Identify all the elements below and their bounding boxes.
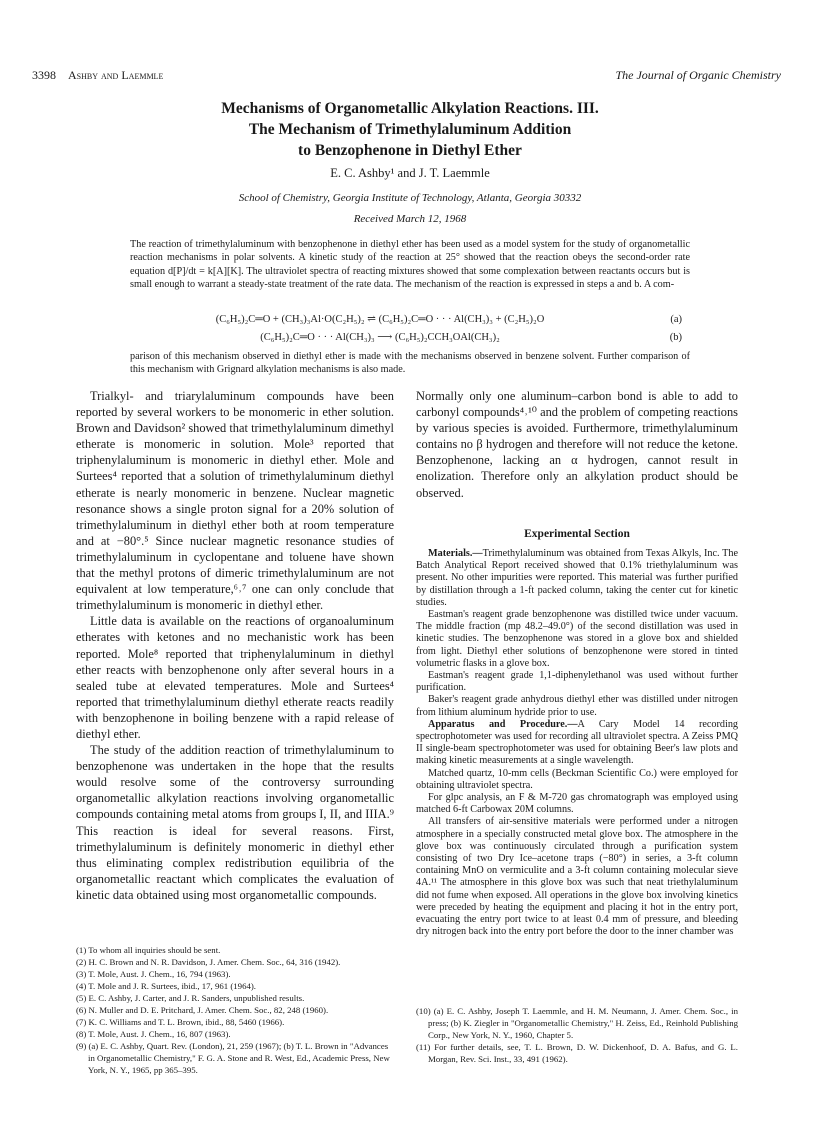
body-paragraph: Normally only one aluminum–carbon bond is able to add to carbonyl compounds⁴˒¹⁰ and the problem of competing reactions by various species is avoided. Furthermore, trimethylaluminum contains no β hydrogen and therefore will not reduce the ketone. Benzophenone, lacking an α hydrogen, cannot result in enolization. Therefore only an alkylation product should be observed. [416,389,738,500]
equation-b [130,329,690,347]
footnote: (5) E. C. Ashby, J. Carter, and J. R. Sanders, unpublished results. [76,993,305,1003]
exp-paragraph [416,694,738,718]
footnote: (6) N. Muller and D. E. Pritchard, J. Amer. Chem. Soc., 82, 248 (1960). [76,1005,329,1015]
footnote: (10) (a) E. C. Ashby, Joseph T. Laemmle, and H. M. Neumann, J. Amer. Chem. Soc., in press; (b) K. Ziegler in "Organometallic Chemistry," H. Zeiss, Ed., Reinhold Publishing Corp., New York, N. Y., 1960, Chapter 5. [416,1006,738,1040]
exp-paragraph [416,719,738,768]
affiliation: School of Chemistry, Georgia Institute of Technology, Atlanta, Georgia 30332 [238,192,582,204]
experimental-section [416,548,738,939]
exp-text: All transfers of air-sensitive materials were performed under a nitrogen atmosphere in a specially constructed metal glove box. The atmosphere in the glove box was continuously circulated through a purification system consisting of two Dry Ice–acetone traps (−80°) in series, a 3-ft column containing MnO on vermiculite and a 3-ft column containing molecular sieve 4A.¹¹ The atmosphere in this glove box was such that neat triethylaluminum did not fume when exposed. All operations in the glove box involving kinetics were preceded by heating the equipment and placing it hot in the entry port, evacuating the entry port twice to at least 0.4 mm of pressure, and bleeding dry nitrogen back into the entry port before the door to the inner chamber was [416,816,738,938]
equation-tag: (b) [669,332,682,343]
abstract-continued [130,350,690,377]
title-line: The Mechanism of Trimethylaluminum Addition [248,121,572,138]
footnote: (2) H. C. Brown and N. R. Davidson, J. Amer. Chem. Soc., 64, 316 (1942). [76,957,341,967]
running-authors: Ashby and Laemmle [68,68,164,82]
reaction-equations [130,311,690,347]
exp-paragraph [416,548,738,609]
footnotes-left [76,944,394,1076]
abstract-text: The reaction of trimethylaluminum with benzophenone in diethyl ether has been used as a model system for the study of organometallic reaction mechanisms in polar solvents. A kinetic study of the reaction at 25° showed that the reaction obeys the second-order rate equation d[P]/dt = k[A][K]. The ultraviolet spectra of reacting mixtures showed that some complexation between reactants occurs but is small enough to warrant a steady-state treatment of the rate data. The mechanism of the reaction is expressed in steps a and b. A com- [130,239,690,291]
exp-paragraph [416,792,738,816]
abstract [130,238,690,292]
footnote: (7) K. C. Williams and T. L. Brown, ibid., 88, 5460 (1966). [76,1017,285,1027]
footnote: (3) T. Mole, Aust. J. Chem., 16, 794 (1963). [76,969,231,979]
equation-a [130,311,690,329]
body-paragraph: Trialkyl- and triarylaluminum compounds have been reported by several workers to be monomeric in ether solution. Brown and Davidson² showed that trimethylaluminum dimethyl etherate is monomeric in solution. Mole³ reported that triphenylaluminum is monomeric in diethyl ether. Mole and Surtees⁴ reported that a solution of trimethylaluminum diethyl etherate is nearly monomeric in benzene. Nuclear magnetic resonance shows a single proton signal for a 20% solution of trimethylaluminum in diethyl ether both at room temperature and at −80°.⁵ Since nuclear magnetic resonance studies of trimethylaluminum in cyclopentane and toluene have shown that the methyl protons of dimeric trimethylaluminum are not equivalent at low temperature,⁶˒⁷ one can only conclude that trimethylaluminum is monomeric in diethyl ether. [76,389,394,613]
exp-text: Matched quartz, 10-mm cells (Beckman Scientific Co.) were employed for obtaining ultraviolet spectra. [416,767,738,791]
journal-name: The Journal of Organic Chemistry [615,68,781,82]
header-left [32,68,163,83]
exp-paragraph [416,670,738,694]
title-line: to Benzophenone in Diethyl Ether [298,142,522,159]
abstract-text: parison of this mechanism observed in diethyl ether is made with the mechanisms observed in benzene solvent. Further comparison of this mechanism with Grignard alkylation mechanisms is also made. [130,351,690,376]
exp-text: Eastman's reagent grade benzophenone was distilled twice under vacuum. The middle fraction (mp 48.2–49.0°) of the second distillation was used in kinetic studies. The benzophenone was stored in a glove box and shielded from light. Diethyl ether solutions of benzophenone were stored in tinted volumetric flasks in a glove box. [416,609,738,669]
author-list: E. C. Ashby¹ and J. T. Laemmle [330,166,490,180]
section-heading: Experimental Section [524,528,630,540]
footnote: (4) T. Mole and J. R. Surtees, ibid., 17, 961 (1964). [76,981,256,991]
exp-text: Eastman's reagent grade 1,1-diphenylethanol was used without further purification. [416,670,738,694]
runin-head: Materials.— [428,548,483,559]
equation-text: (C₆H₅)₂C═O · · · Al(CH₃)₃ ⟶ (C₆H₅)₂CCH₃OAl(CH₃)₂ [260,332,500,343]
footnotes-right [416,1005,738,1065]
page-number: 3398 [32,68,56,82]
received-date: Received March 12, 1968 [353,213,467,225]
footnote: (11) For further details, see, T. L. Brown, D. W. Dickenhoof, D. A. Bafus, and G. L. Morgan, Rev. Sci. Inst., 33, 491 (1962). [416,1042,738,1064]
footnote: (9) (a) E. C. Ashby, Quart. Rev. (London), 21, 259 (1967); (b) T. L. Brown in "Advances in Organometallic Chemistry," F. G. A. Stone and R. West, Ed., Academic Press, New York, N. Y., 1965, pp 365–395. [76,1041,390,1075]
exp-paragraph [416,816,738,938]
running-header [32,68,781,86]
footnote: (8) T. Mole, Aust. J. Chem., 16, 807 (1963). [76,1029,231,1039]
exp-text: Baker's reagent grade anhydrous diethyl ether was distilled under nitrogen from lithium aluminum hydride prior to use. [416,694,738,718]
left-column [76,388,394,903]
exp-paragraph [416,768,738,792]
title-line: Mechanisms of Organometallic Alkylation Reactions. III. [221,100,599,117]
body-paragraph: The study of the addition reaction of trimethylaluminum to benzophenone was undertaken in the hope that the results would resolve some of the controversy surrounding organometallic alkylation reactions involving organometallic compounds containing metal atoms from groups I, II, and IIIA.⁹ This reaction is ideal for several reasons. First, trimethylaluminum is definitely monomeric in diethyl ether thus eliminating complex redistribution equilibria of the organometallic reactant which complicates the evaluation of kinetic data obtained using most organometallic compounds. [76,743,394,902]
body-paragraph: Little data is available on the reactions of organoaluminum etherates with ketones and no mechanistic work has been reported. Mole⁸ reported that triphenylaluminum in diethyl ether reacts with benzophenone only after several hours in a sealed tube at elevated temperatures. Mole and Surtees⁴ reported that trimethylaluminum diethyl etherate reacts readily with benzophenone in boiling benzene with a rapid release of diethyl ether. [76,614,394,741]
equation-text: (C₆H₅)₂C═O + (CH₃)₃Al·O(C₂H₅)₂ ⇌ (C₆H₅)₂C═O · · · Al(CH₃)₃ + (C₂H₅)₂O [215,314,545,325]
exp-paragraph [416,609,738,670]
footnote: (1) To whom all inquiries should be sent. [76,945,221,955]
exp-text: Trimethylaluminum was obtained from Texas Alkyls, Inc. The Batch Analytical Report received showed that 0.1% triethylaluminum was present. No other impurities were reported. This material was further purified by distillation through a 1-ft packed column, taking the center cut for kinetic studies. [416,548,738,608]
right-column-intro [416,388,738,501]
exp-text: For glpc analysis, an F & M-720 gas chromatograph was employed using matched 6-ft Carbowax 20M columns. [416,792,738,816]
runin-head: Apparatus and Procedure.— [428,718,578,730]
exp-text: A Cary Model 14 recording spectrophotometer was used for recording all ultraviolet spectra. A Zeiss PMQ II single-beam spectrophotometer was used for obtaining Beer's law plots and making kinetic measurements at a single wavelength. [416,718,739,767]
article-title [110,98,710,161]
equation-tag: (a) [670,314,682,325]
